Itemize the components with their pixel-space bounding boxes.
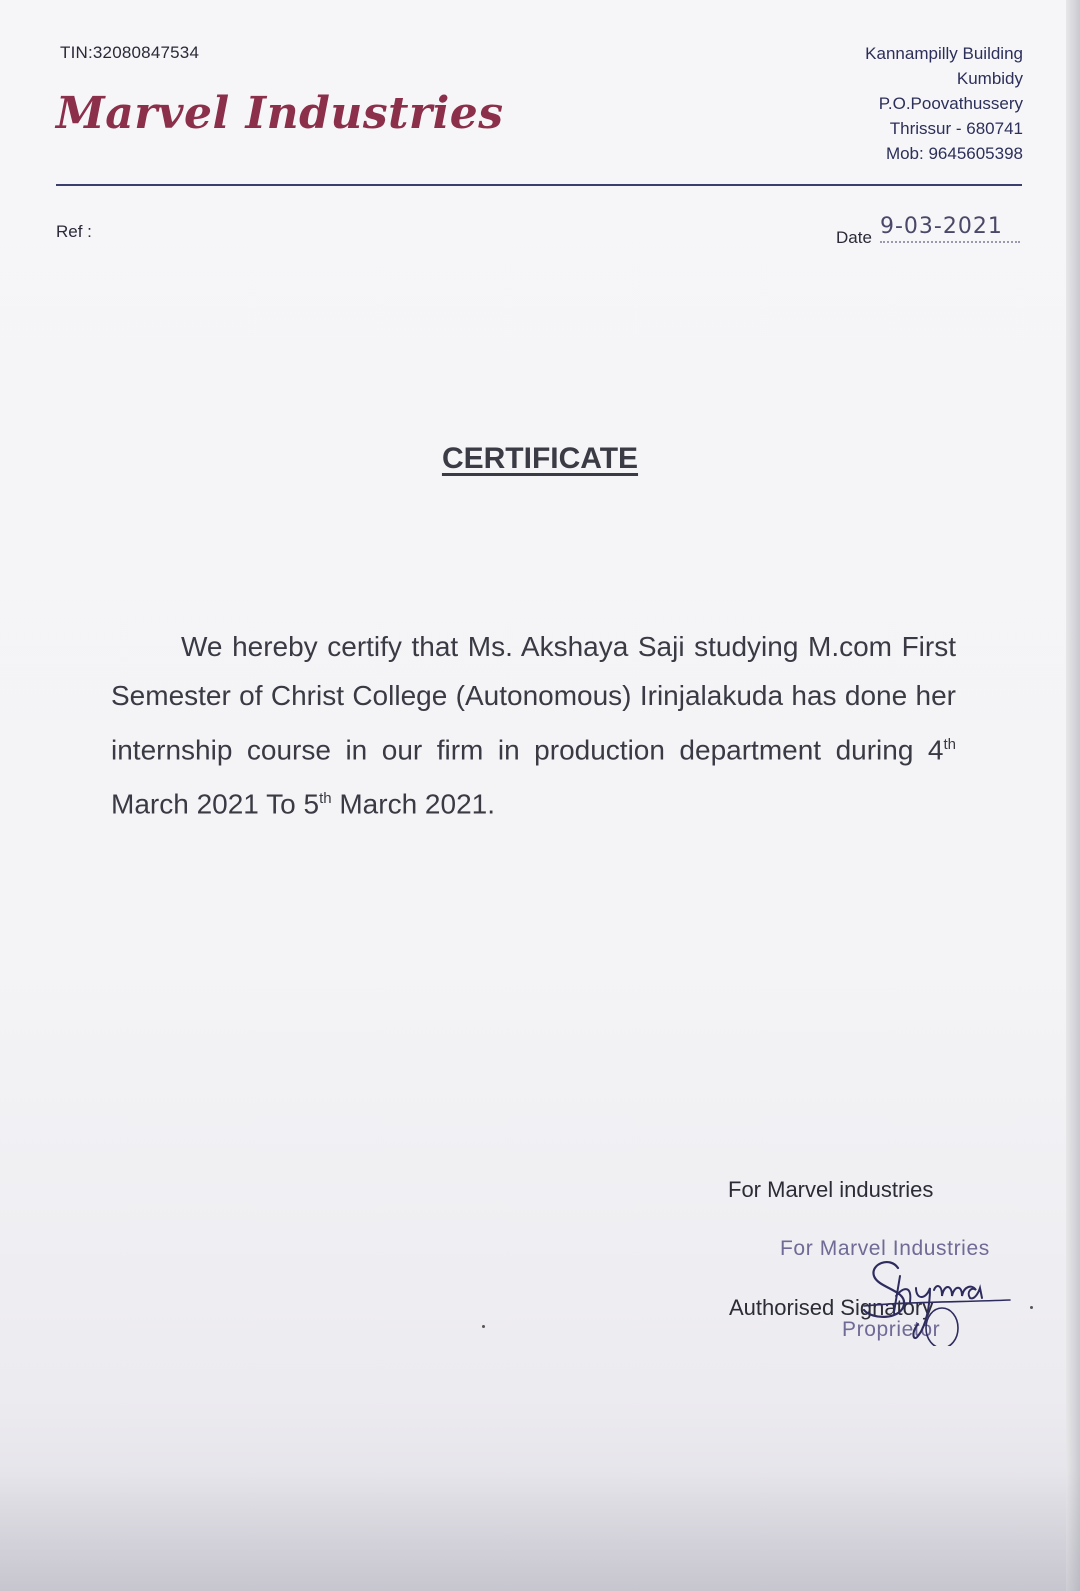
- body-text-part-2: March 2021 To 5: [111, 788, 320, 820]
- ordinal-suffix-1: th: [943, 736, 956, 753]
- address-line-1: Kannampilly Building: [865, 44, 1023, 63]
- ref-label: Ref :: [56, 222, 92, 241]
- certificate-body: [111, 622, 956, 829]
- address-line-5: Mob: 9645605398: [885, 144, 1023, 163]
- page-bottom-shadow: [0, 1471, 1080, 1591]
- body-text-part-1: We hereby certify that Ms. Akshaya Saji studying M.com First Semester of Christ College (Autonomous) Irinjalakuda has done her internship course in our firm in production department during 4: [111, 631, 956, 766]
- stamp-company-line: For Marvel Industries: [780, 1237, 990, 1260]
- address-line-4: Thrissur - 680741: [889, 119, 1023, 138]
- company-address: [865, 41, 1023, 166]
- page-edge-shadow: [1066, 0, 1080, 1591]
- company-logo-name: Marvel Industries: [56, 88, 504, 139]
- authorised-signatory-label: Authorised Signatory: [729, 1295, 934, 1320]
- handwritten-signature: [860, 1246, 1020, 1346]
- letterhead-divider: [56, 184, 1022, 186]
- paper-speck: [1030, 1306, 1033, 1309]
- ordinal-suffix-2: th: [319, 790, 332, 808]
- paper-speck: [482, 1325, 485, 1328]
- date-label: Date: [836, 228, 872, 247]
- date-value: 9-03-2021: [880, 214, 1020, 243]
- address-line-3: P.O.Poovathussery: [878, 94, 1023, 113]
- certificate-title: CERTIFICATE: [441, 442, 639, 475]
- address-line-2: Kumbidy: [956, 69, 1023, 88]
- body-text-part-3: March 2021.: [331, 788, 495, 820]
- for-company-label: For Marvel industries: [728, 1177, 934, 1202]
- stamp-proprietor-line: Proprietor: [842, 1318, 941, 1341]
- tin-number: TIN:32080847534: [60, 43, 200, 62]
